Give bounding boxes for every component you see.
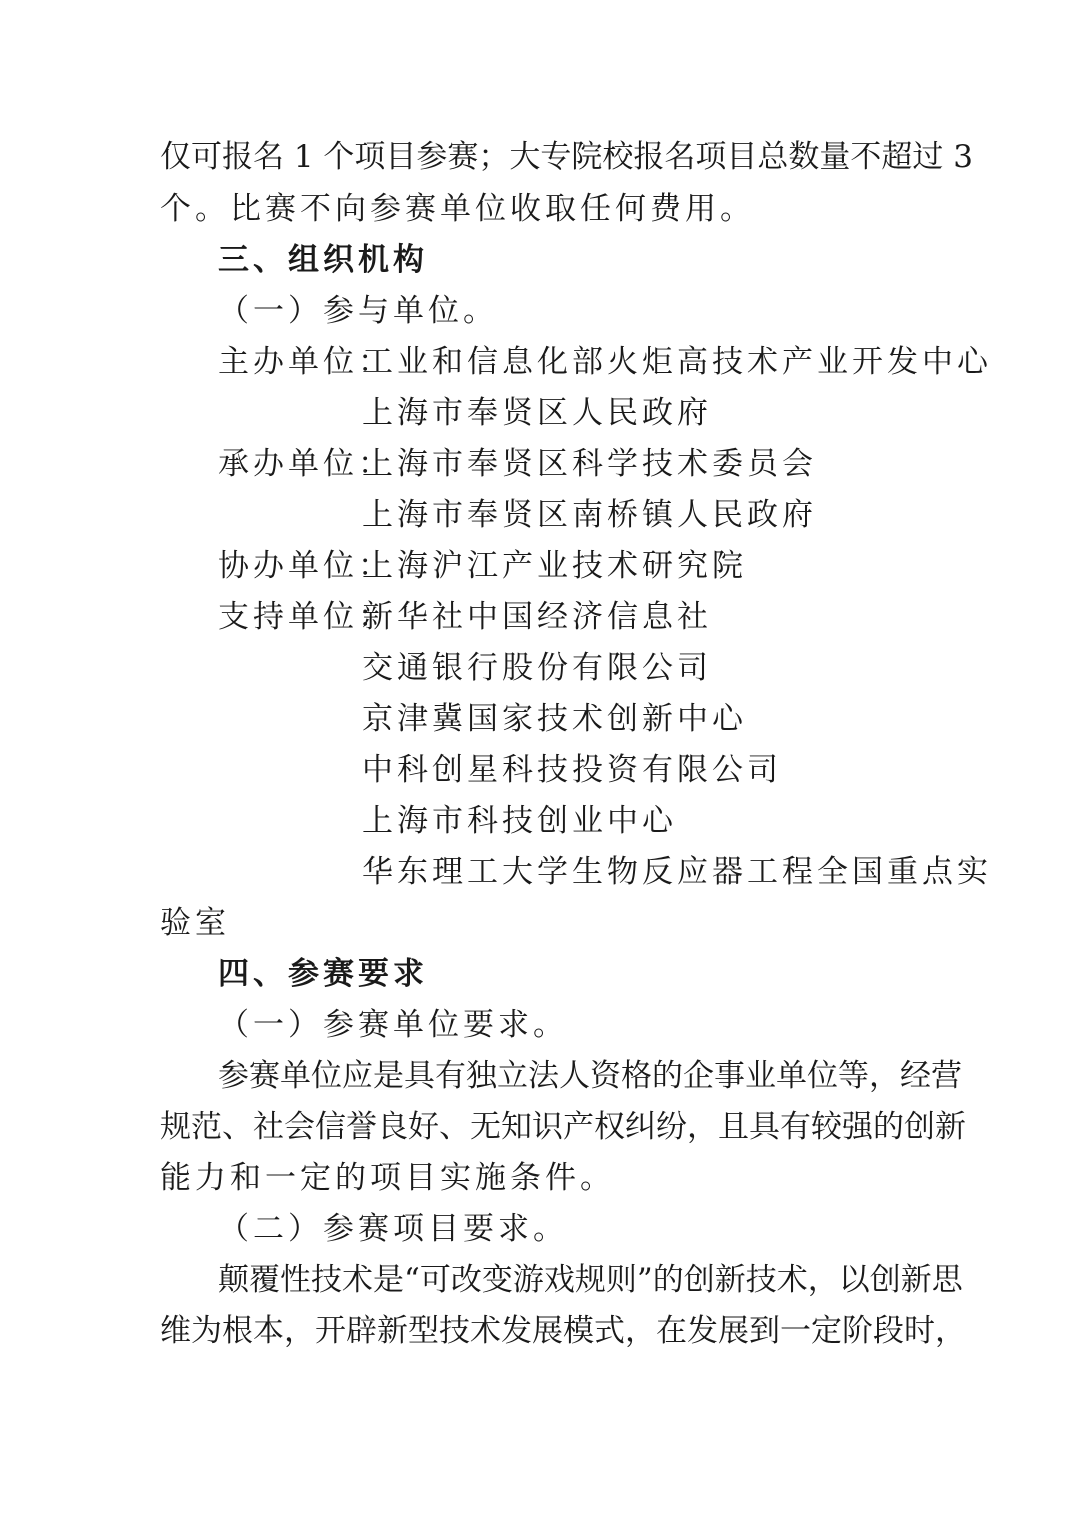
supporter-unit-2: 交通银行股份有限公司 [362, 650, 712, 686]
coorganizer-unit-label: 协办单位： [218, 548, 393, 584]
supporter-unit-3: 京津冀国家技术创新中心 [362, 701, 747, 737]
para-1-line-2: 规范、社会信誉良好、无知识产权纠纷，且具有较强的创新 [160, 1109, 966, 1145]
section-3-sub-1: （一）参与单位。 [218, 293, 498, 329]
para-1-line-1: 参赛单位应是具有独立法人资格的企事业单位等，经营 [218, 1058, 962, 1094]
section-3-heading: 三、组织机构 [218, 242, 428, 278]
para-2-line-1: 颠覆性技术是“可改变游戏规则”的创新技术，以创新思 [218, 1262, 963, 1298]
organizer-unit-1: 上海市奉贤区科学技术委员会 [362, 446, 817, 482]
intro-line-2: 个。比赛不向参赛单位收取任何费用。 [160, 191, 755, 227]
para-2-line-2: 维为根本，开辟新型技术发展模式，在发展到一定阶段时， [160, 1313, 966, 1349]
organizer-unit-2: 上海市奉贤区南桥镇人民政府 [362, 497, 817, 533]
supporter-unit-6: 华东理工大学生物反应器工程全国重点实 [362, 854, 992, 890]
intro-line-1: 仅可报名 1 个项目参赛；大专院校报名项目总数量不超过 3 [160, 139, 974, 175]
host-unit-1: 工业和信息化部火炬高技术产业开发中心 [362, 344, 992, 380]
supporter-unit-4: 中科创星科技投资有限公司 [362, 752, 782, 788]
supporter-unit-5: 上海市科技创业中心 [362, 803, 677, 839]
host-unit-label: 主办单位： [218, 344, 393, 380]
host-unit-2: 上海市奉贤区人民政府 [362, 395, 712, 431]
supporter-unit-6-continuation: 验室 [160, 905, 230, 941]
coorganizer-unit-1: 上海沪江产业技术研究院 [362, 548, 747, 584]
para-1-line-3: 能力和一定的项目实施条件。 [160, 1160, 615, 1196]
supporter-unit-label: 支持单位： [218, 599, 393, 635]
organizer-unit-label: 承办单位： [218, 446, 393, 482]
section-4-heading: 四、参赛要求 [218, 956, 428, 992]
section-4-sub-2: （二）参赛项目要求。 [218, 1211, 568, 1247]
supporter-unit-1: 新华社中国经济信息社 [362, 599, 712, 635]
section-4-sub-1: （一）参赛单位要求。 [218, 1007, 568, 1043]
